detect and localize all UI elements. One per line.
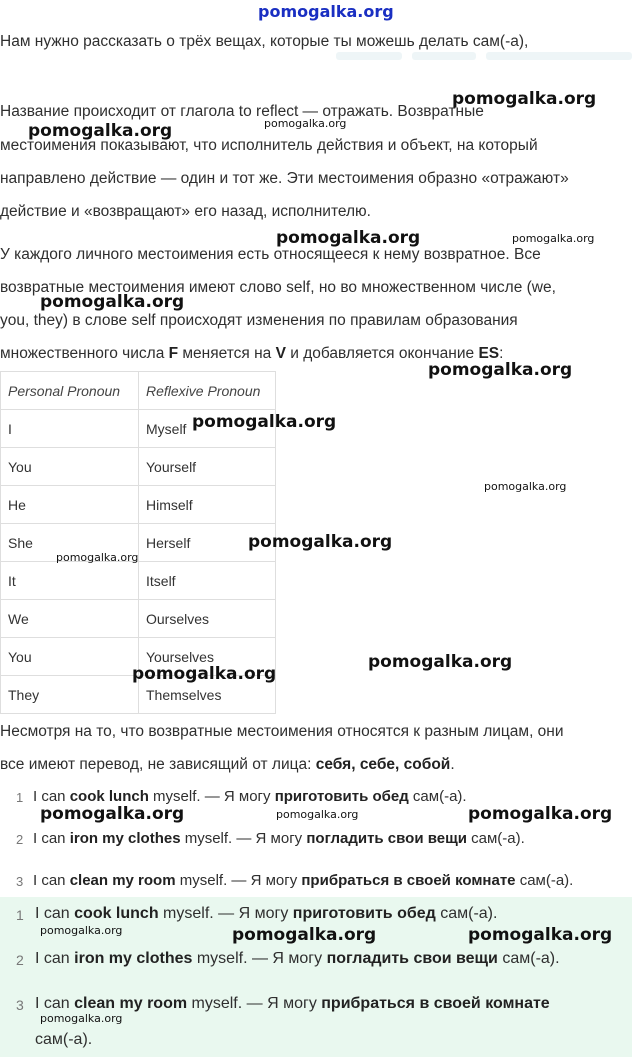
table-row — [1, 600, 276, 638]
bold-phrase: iron my clothes — [69, 830, 181, 847]
watermark: pomogalka.org — [248, 532, 393, 552]
paragraph-line: направлено действие — один и тот же. Эти местоимения образно «отражают» — [0, 170, 569, 187]
text-run: I can — [33, 830, 70, 847]
bold-phrase: приготовить обед — [274, 788, 409, 805]
list-item — [35, 950, 560, 968]
table-cell: You — [1, 638, 139, 676]
text-run: myself. — Я могу — [175, 872, 302, 889]
text-run: I can — [33, 788, 70, 805]
watermark: pomogalka.org — [276, 808, 359, 821]
table-cell: Themselves — [139, 676, 276, 714]
bold-phrase: cook lunch — [74, 905, 159, 922]
text-run: меняется на — [178, 345, 276, 362]
text-run: myself. — Я могу — [187, 995, 322, 1012]
text-run: сам(-а). — [408, 788, 467, 805]
table-row — [1, 486, 276, 524]
table-cell: Itself — [139, 562, 276, 600]
text-run: I can — [35, 905, 75, 922]
hidden-bar — [336, 52, 402, 60]
watermark: pomogalka.org — [40, 924, 123, 937]
table-cell: They — [1, 676, 139, 714]
text-run: и добавляется окончание — [285, 345, 479, 362]
table-cell: She — [1, 524, 139, 562]
text-run: множественного числа — [0, 345, 169, 362]
text-run: : — [499, 345, 504, 362]
bold-translation: себя, себе, собой — [315, 756, 451, 773]
watermark: pomogalka.org — [468, 925, 613, 945]
watermark: pomogalka.org — [192, 412, 337, 432]
intro-text: Нам нужно рассказать о трёх вещах, которые ты можешь делать сам(-а), — [0, 33, 529, 50]
watermark: pomogalka.org — [452, 89, 597, 109]
text-run: myself. — Я могу — [148, 788, 275, 805]
text-run: сам(-а). — [435, 905, 498, 922]
table-cell: It — [1, 562, 139, 600]
watermark: pomogalka.org — [264, 117, 347, 130]
bold-letter: F — [168, 345, 179, 362]
hidden-bar — [412, 52, 476, 60]
table-cell: You — [1, 448, 139, 486]
text-run: сам(-а). — [497, 950, 560, 967]
table-cell: Herself — [139, 524, 276, 562]
bold-phrase: iron my clothes — [74, 950, 193, 967]
paragraph-line: У каждого личного местоимения есть относящееся к нему возвратное. Все — [0, 246, 541, 263]
table-cell: Himself — [139, 486, 276, 524]
watermark: pomogalka.org — [276, 228, 421, 248]
table-row — [1, 562, 276, 600]
bold-phrase: clean my room — [74, 995, 188, 1012]
text-run: . — [450, 756, 455, 773]
hidden-bar — [486, 52, 632, 60]
table-header-cell: Reflexive Pronoun — [139, 372, 276, 410]
list-number: 3 — [16, 874, 24, 889]
list-number: 1 — [16, 907, 24, 923]
watermark: pomogalka.org — [28, 121, 173, 141]
bold-letter: V — [275, 345, 286, 362]
text-run: I can — [33, 872, 70, 889]
list-item — [35, 905, 497, 923]
watermark: pomogalka.org — [428, 360, 573, 380]
table-cell: Yourself — [139, 448, 276, 486]
list-item — [33, 872, 573, 889]
table-cell: We — [1, 600, 139, 638]
table-cell: Ourselves — [139, 600, 276, 638]
bold-phrase: приготовить обед — [292, 905, 436, 922]
text-run: I can — [35, 995, 75, 1012]
text-run: I can — [35, 950, 75, 967]
table-row — [1, 448, 276, 486]
paragraph-line: you, they) в слове self происходят изменения по правилам образования — [0, 312, 518, 329]
text-run: myself. — Я могу — [180, 830, 307, 847]
bold-phrase: прибраться в своей комнате — [301, 872, 516, 889]
bold-phrase: clean my room — [69, 872, 176, 889]
list-item — [33, 788, 467, 805]
list-number: 2 — [16, 832, 24, 847]
list-number: 3 — [16, 997, 24, 1013]
list-number: 1 — [16, 790, 24, 805]
watermark: pomogalka.org — [40, 292, 185, 312]
bold-phrase: погладить свои вещи — [306, 830, 467, 847]
watermark: pomogalka.org — [56, 551, 139, 564]
table-cell: I — [1, 410, 139, 448]
paragraph-line: возвратные местоимения имеют слово self, но во множественном числе (we, — [0, 279, 556, 296]
table-header-row — [1, 372, 276, 410]
paragraph-line: Название происходит от глагола to reflect — отражать. Возвратные — [0, 103, 484, 120]
bold-phrase: cook lunch — [69, 788, 149, 805]
bold-suffix: ES — [478, 345, 500, 362]
table-cell: He — [1, 486, 139, 524]
text-run: myself. — Я могу — [158, 905, 293, 922]
paragraph-line: местоимения показывают, что исполнитель действия и объект, на который — [0, 137, 538, 154]
list-number: 2 — [16, 952, 24, 968]
list-item — [33, 830, 525, 847]
watermark: pomogalka.org — [40, 804, 185, 824]
paragraph-line: Несмотря на то, что возвратные местоимения относятся к разным лицам, они — [0, 723, 564, 740]
watermark: pomogalka.org — [484, 480, 567, 493]
bold-phrase: прибраться в своей комнате — [321, 995, 550, 1012]
watermark: pomogalka.org — [132, 664, 277, 684]
watermark-logo: pomogalka.org — [258, 2, 394, 21]
text-run: сам(-а). — [466, 830, 525, 847]
text-run: myself. — Я могу — [192, 950, 327, 967]
table-header-cell: Personal Pronoun — [1, 372, 139, 410]
watermark: pomogalka.org — [232, 925, 377, 945]
list-item-continuation: сам(-а). — [35, 1031, 93, 1048]
table-cell: Yourselves — [139, 638, 276, 676]
table-cell: Myself — [139, 410, 276, 448]
watermark: pomogalka.org — [368, 652, 513, 672]
watermark: pomogalka.org — [40, 1012, 123, 1025]
watermark: pomogalka.org — [468, 804, 613, 824]
watermark: pomogalka.org — [512, 232, 595, 245]
text-run: все имеют перевод, не зависящий от лица: — [0, 756, 316, 773]
text-run: сам(-а). — [515, 872, 574, 889]
list-item — [35, 995, 550, 1013]
paragraph-line: действие и «возвращают» его назад, исполнителю. — [0, 203, 371, 220]
bold-phrase: погладить свои вещи — [326, 950, 498, 967]
paragraph-line — [0, 756, 455, 774]
